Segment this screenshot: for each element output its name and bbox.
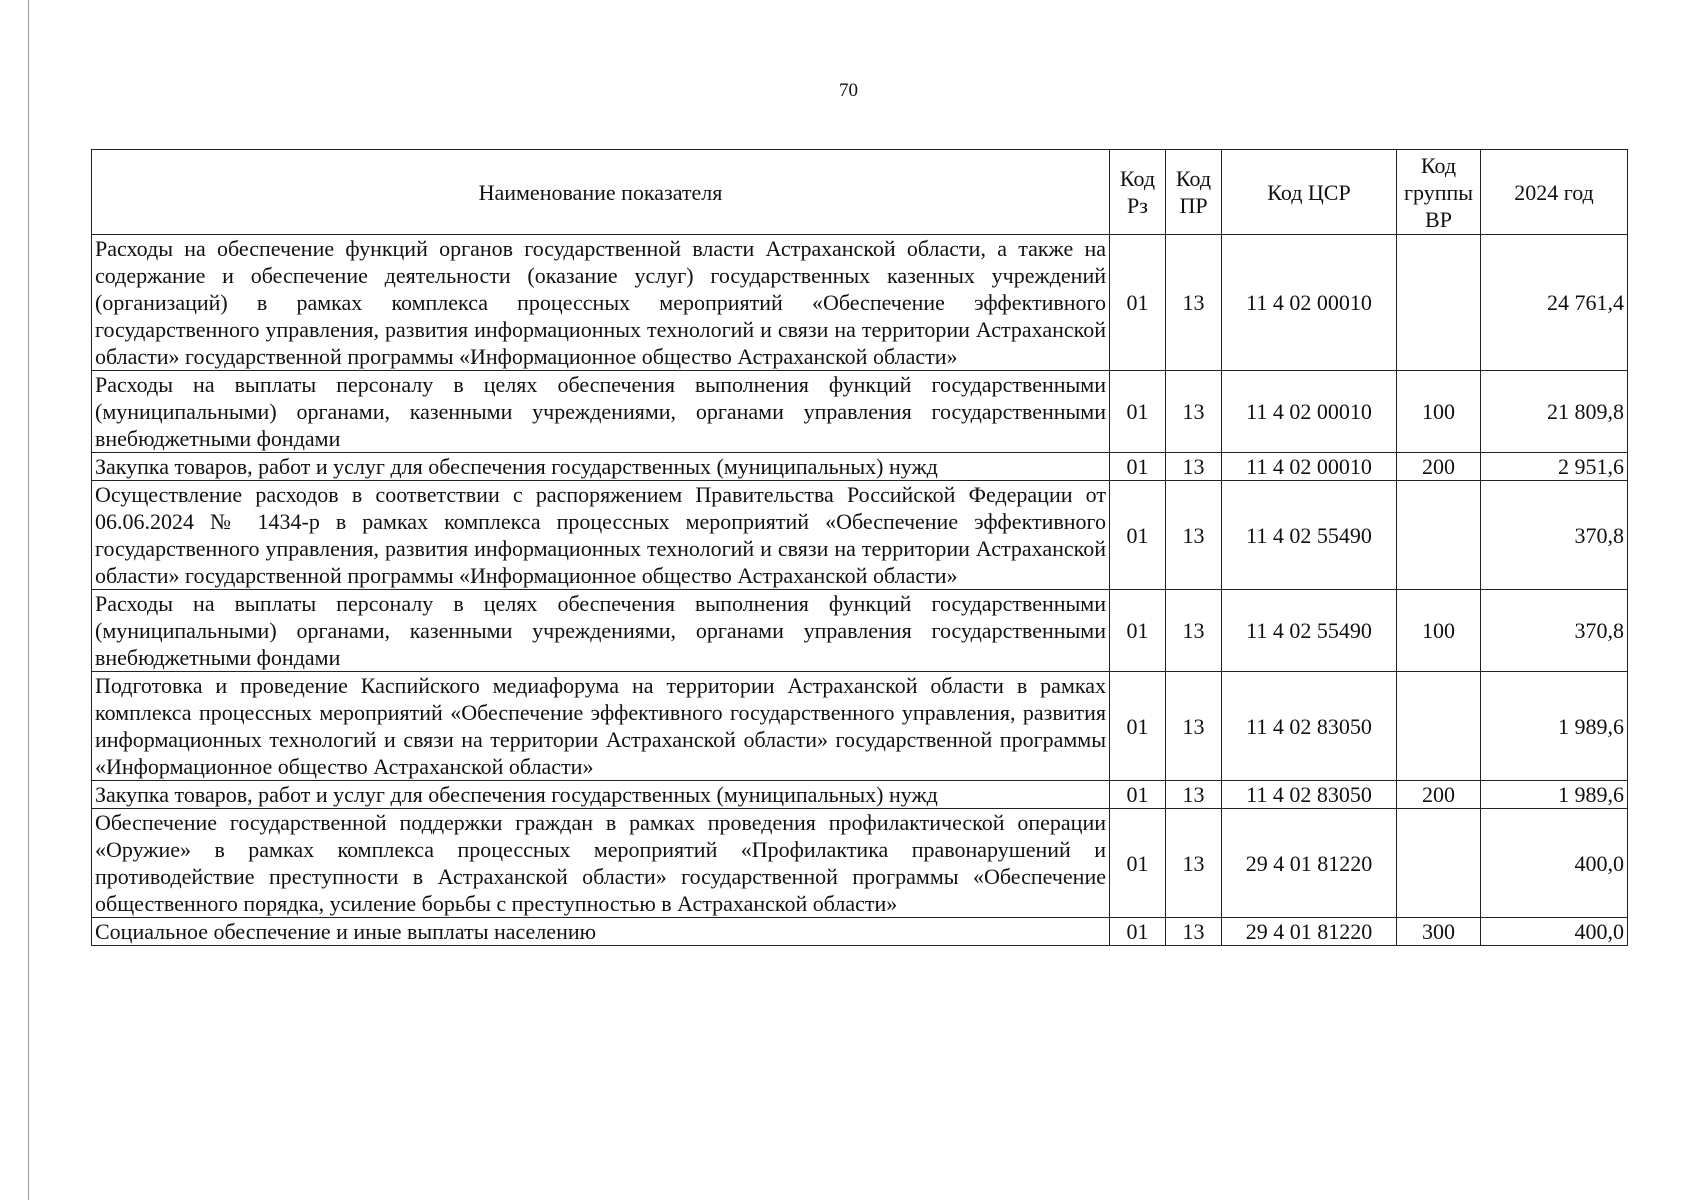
cell-name: Социальное обеспечение и иные выплаты населению [92, 918, 1110, 946]
cell-rz: 01 [1110, 781, 1166, 809]
cell-name: Осуществление расходов в соответствии с распоряжением Правительства Российской Федерации от 06.06.2024 № 1434-р в рамках комплекса процессных мероприятий «Обеспечение эффективного государственного управления, развития информационных технологий и связи на территории Астраханской области» государственной программы «Информационное общество Астраханской области» [92, 481, 1110, 590]
scan-edge-line [28, 0, 29, 1200]
cell-vr [1397, 481, 1481, 590]
table-row [92, 672, 1628, 781]
header-year: 2024 год [1481, 150, 1628, 235]
cell-name: Расходы на выплаты персоналу в целях обеспечения выполнения функций государственными (муниципальными) органами, казенными учреждениями, органами управления государственными внебюджетными фондами [92, 371, 1110, 453]
cell-vr: 100 [1397, 590, 1481, 672]
cell-csr: 29 4 01 81220 [1222, 809, 1397, 918]
cell-vr [1397, 672, 1481, 781]
cell-name: Расходы на выплаты персоналу в целях обеспечения выполнения функций государственными (муниципальными) органами, казенными учреждениями, органами управления государственными внебюджетными фондами [92, 590, 1110, 672]
cell-name: Закупка товаров, работ и услуг для обеспечения государственных (муниципальных) нужд [92, 781, 1110, 809]
cell-csr: 11 4 02 83050 [1222, 781, 1397, 809]
cell-vr: 300 [1397, 918, 1481, 946]
header-csr: Код ЦСР [1222, 150, 1397, 235]
cell-csr: 29 4 01 81220 [1222, 918, 1397, 946]
cell-pr: 13 [1166, 809, 1222, 918]
table-header-row [92, 150, 1628, 235]
cell-rz: 01 [1110, 481, 1166, 590]
cell-pr: 13 [1166, 672, 1222, 781]
cell-csr: 11 4 02 00010 [1222, 453, 1397, 481]
cell-value: 2 951,6 [1481, 453, 1628, 481]
cell-pr: 13 [1166, 781, 1222, 809]
budget-table [91, 149, 1628, 946]
cell-vr: 100 [1397, 371, 1481, 453]
cell-pr: 13 [1166, 235, 1222, 371]
cell-rz: 01 [1110, 453, 1166, 481]
cell-csr: 11 4 02 00010 [1222, 371, 1397, 453]
cell-csr: 11 4 02 55490 [1222, 481, 1397, 590]
cell-vr [1397, 235, 1481, 371]
cell-value: 1 989,6 [1481, 672, 1628, 781]
cell-name: Расходы на обеспечение функций органов государственной власти Астраханской области, а также на содержание и обеспечение деятельности (оказание услуг) государственных казенных учреждений (организаций) в рамках комплекса процессных мероприятий «Обеспечение эффективного государственного управления, развития информационных технологий и связи на территории Астраханской области» государственной программы «Информационное общество Астраханской области» [92, 235, 1110, 371]
table-row [92, 371, 1628, 453]
cell-rz: 01 [1110, 371, 1166, 453]
cell-value: 1 989,6 [1481, 781, 1628, 809]
cell-pr: 13 [1166, 918, 1222, 946]
cell-vr: 200 [1397, 453, 1481, 481]
header-name: Наименование показателя [92, 150, 1110, 235]
cell-value: 400,0 [1481, 918, 1628, 946]
cell-value: 21 809,8 [1481, 371, 1628, 453]
table-row [92, 481, 1628, 590]
cell-value: 370,8 [1481, 481, 1628, 590]
cell-value: 24 761,4 [1481, 235, 1628, 371]
cell-csr: 11 4 02 00010 [1222, 235, 1397, 371]
cell-rz: 01 [1110, 809, 1166, 918]
cell-rz: 01 [1110, 918, 1166, 946]
cell-csr: 11 4 02 55490 [1222, 590, 1397, 672]
cell-name: Подготовка и проведение Каспийского медиафорума на территории Астраханской области в рамках комплекса процессных мероприятий «Обеспечение эффективного государственного управления, развития информационных технологий и связи на территории Астраханской области» государственной программы «Информационное общество Астраханской области» [92, 672, 1110, 781]
page-number: 70 [839, 80, 858, 101]
header-vr: Код группы ВР [1397, 150, 1481, 235]
header-pr: Код ПР [1166, 150, 1222, 235]
table-row [92, 809, 1628, 918]
cell-name: Закупка товаров, работ и услуг для обеспечения государственных (муниципальных) нужд [92, 453, 1110, 481]
table-row [92, 781, 1628, 809]
cell-name: Обеспечение государственной поддержки граждан в рамках проведения профилактической операции «Оружие» в рамках комплекса процессных мероприятий «Профилактика правонарушений и противодействие преступности в Астраханской области» государственной программы «Обеспечение общественного порядка, усиление борьбы с преступностью в Астраханской области» [92, 809, 1110, 918]
cell-vr: 200 [1397, 781, 1481, 809]
cell-pr: 13 [1166, 481, 1222, 590]
cell-rz: 01 [1110, 235, 1166, 371]
table-row [92, 453, 1628, 481]
cell-csr: 11 4 02 83050 [1222, 672, 1397, 781]
header-rz: Код Рз [1110, 150, 1166, 235]
table-row [92, 590, 1628, 672]
cell-pr: 13 [1166, 371, 1222, 453]
cell-vr [1397, 809, 1481, 918]
table-row [92, 235, 1628, 371]
cell-rz: 01 [1110, 672, 1166, 781]
cell-rz: 01 [1110, 590, 1166, 672]
table-row [92, 918, 1628, 946]
cell-value: 370,8 [1481, 590, 1628, 672]
cell-pr: 13 [1166, 453, 1222, 481]
cell-value: 400,0 [1481, 809, 1628, 918]
cell-pr: 13 [1166, 590, 1222, 672]
